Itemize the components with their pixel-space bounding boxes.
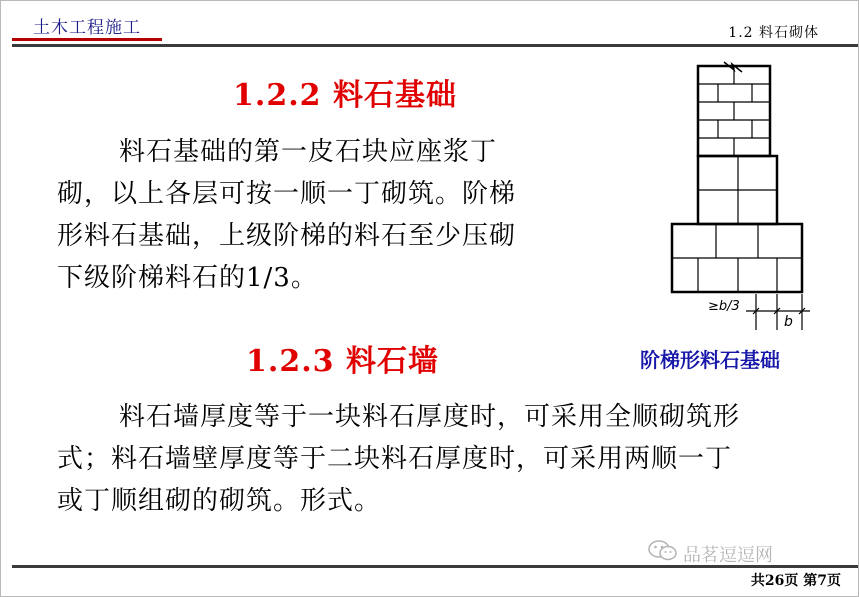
section-heading-stone-foundation: 1.2.2 料石基础 — [233, 78, 457, 113]
wall-brick-joints — [698, 66, 770, 156]
paragraph-line: 下级阶梯料石的1/3。 — [57, 263, 318, 293]
dimension-lines — [746, 294, 810, 330]
section-label: 1.2 料石砌体 — [728, 25, 819, 41]
lower-step-joints — [672, 224, 802, 292]
dimension-label-b: b — [784, 314, 793, 330]
watermark-text: 品茗逗逗网 — [683, 544, 773, 566]
wechat-icon — [648, 540, 678, 567]
stepped-foundation-diagram — [660, 58, 830, 338]
paragraph-line: 形料石基础，上级阶梯的料石至少压砌 — [57, 221, 517, 251]
header-divider — [12, 44, 858, 47]
paragraph-line: 式；料石墙壁厚度等于二块料石厚度时，可采用两顺一丁 — [57, 444, 733, 474]
diagram-caption: 阶梯形料石基础 — [640, 348, 780, 372]
dimension-label-min: ≥b/3 — [708, 299, 740, 314]
upper-step-joints — [698, 156, 777, 224]
section-heading-stone-wall: 1.2.3 料石墙 — [246, 344, 439, 379]
paragraph-stone-wall — [57, 396, 842, 522]
paragraph-line: 料石基础的第一皮石块应座浆丁 — [119, 137, 498, 167]
course-title: 土木工程施工 — [33, 18, 141, 38]
page-indicator: 共26页 第7页 — [750, 573, 841, 589]
course-title-underline — [12, 38, 162, 41]
footer-divider — [12, 565, 858, 568]
paragraph-line: 料石墙厚度等于一块料石厚度时，可采用全顺砌筑形 — [119, 402, 741, 432]
paragraph-line: 或丁顺组砌的砌筑。形式。 — [57, 486, 382, 516]
watermark — [648, 540, 773, 567]
paragraph-line: 砌，以上各层可按一顺一丁砌筑。阶梯 — [57, 179, 517, 209]
paragraph-stone-foundation — [57, 131, 597, 299]
